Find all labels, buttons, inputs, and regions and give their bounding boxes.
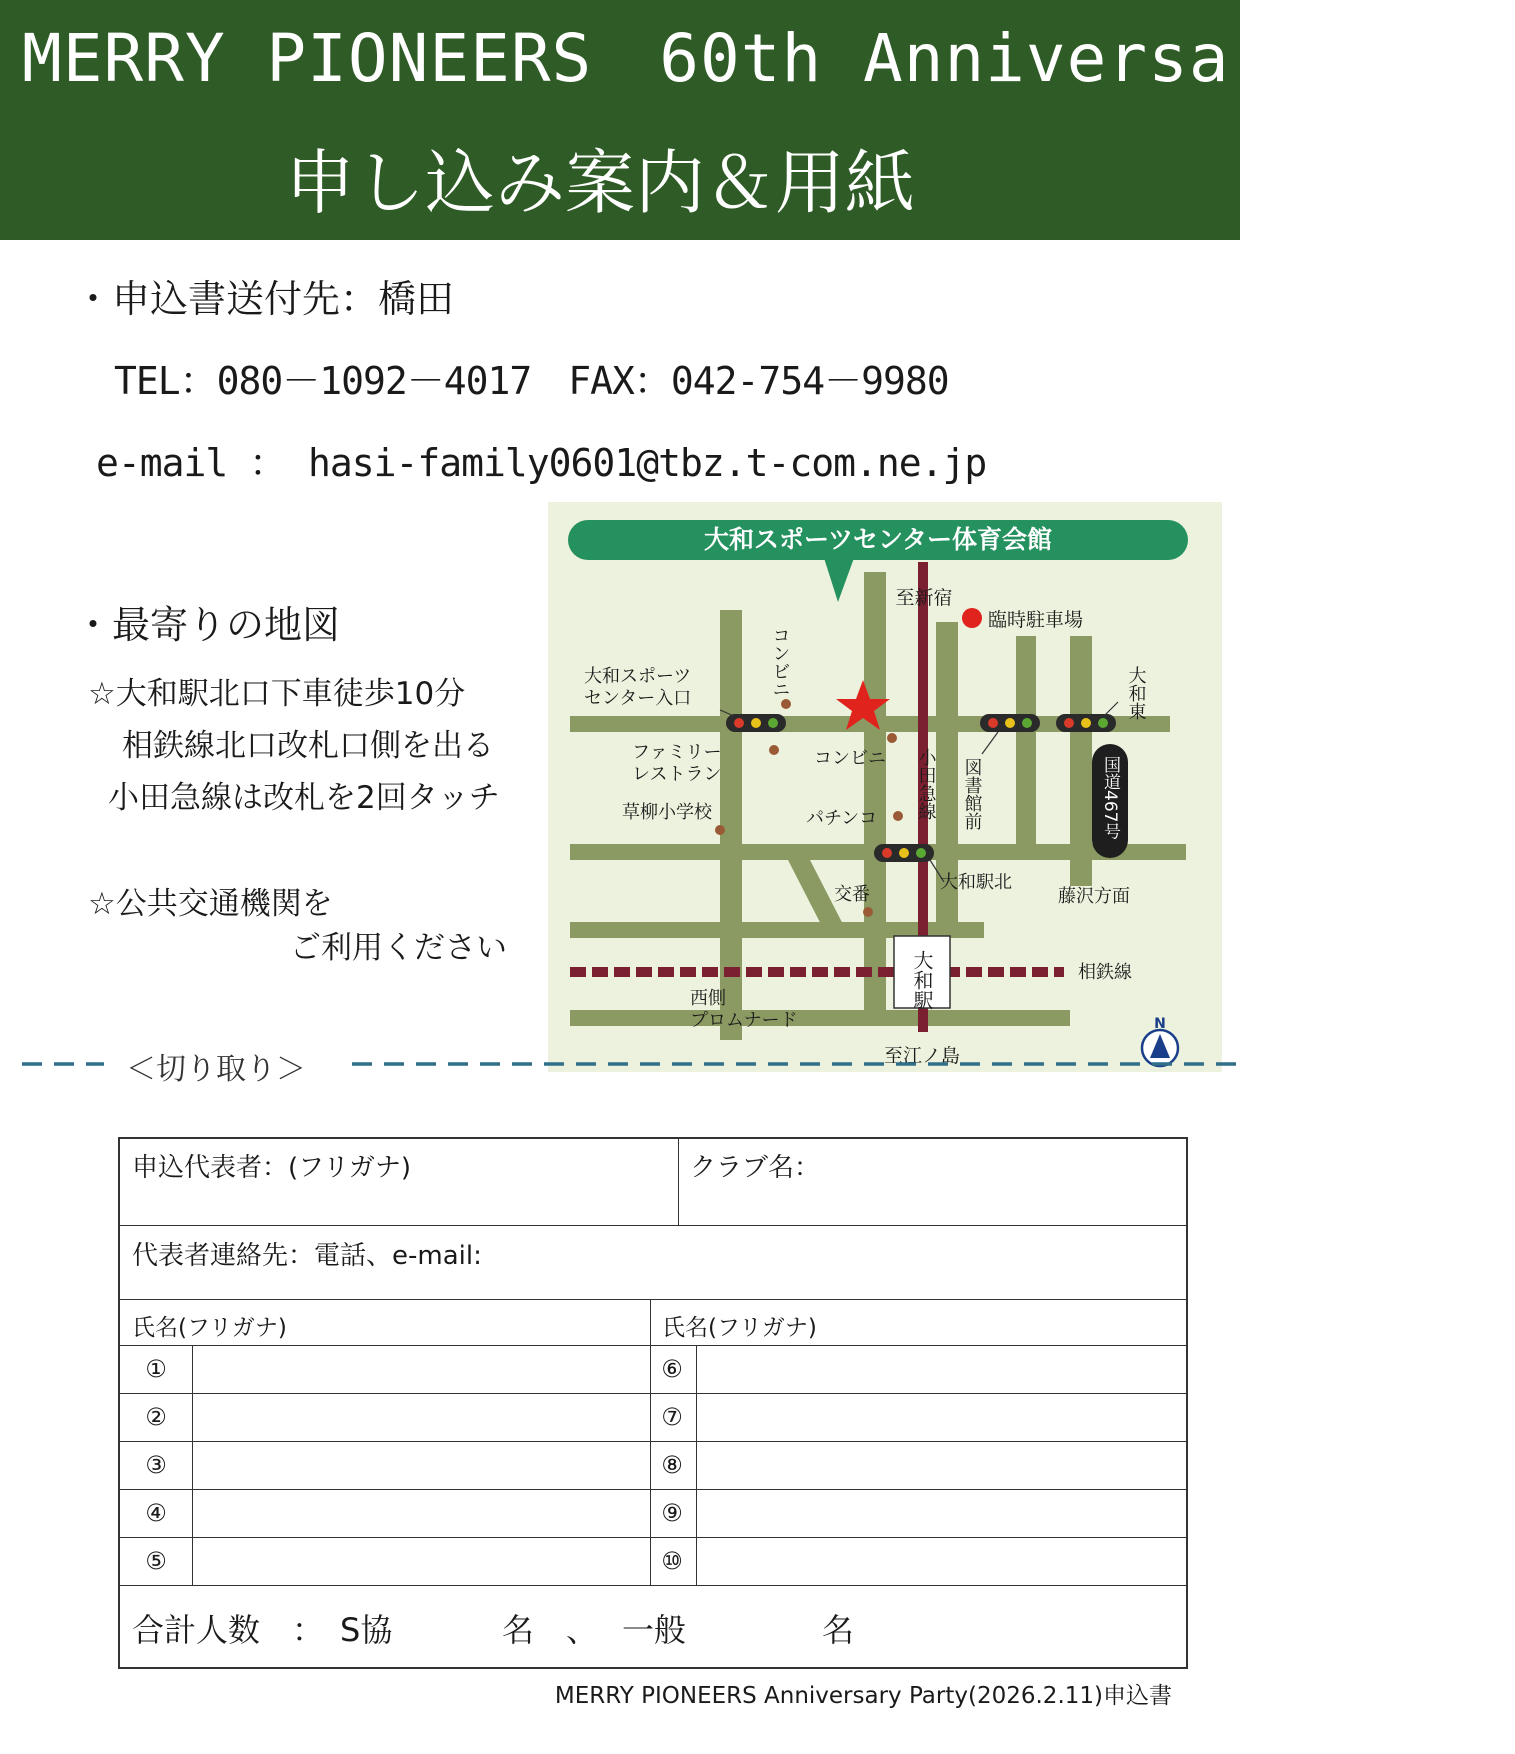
label-pachinko: パチンコ (806, 808, 878, 829)
row-number: ⑦ (661, 1403, 683, 1431)
label-sotetsu: 相鉄線 (1078, 962, 1132, 983)
row-number: ⑨ (661, 1499, 683, 1527)
application-form (118, 1137, 1188, 1669)
label-school: 草柳小学校 (622, 802, 712, 823)
form-footer: MERRY PIONEERS Anniversary Party(2026.2.11)申込書 (554, 1683, 1172, 1709)
road (864, 572, 886, 1022)
map-title: 大和スポーツセンター体育会館 (703, 525, 1053, 554)
club-label: クラブ名： (690, 1153, 821, 1183)
access-map (548, 502, 1222, 1072)
landmark-dot (769, 745, 779, 755)
row-number: ⑤ (145, 1547, 167, 1575)
directions-line-4: ☆公共交通機関を (88, 886, 333, 922)
label-konbini-vertical: コンビニ (769, 626, 791, 698)
directions-line-1: ☆大和駅北口下車徒歩10分 (88, 676, 466, 712)
traffic-light (980, 714, 1040, 732)
leader-line (982, 732, 998, 754)
label-library: 図書館前 (961, 758, 983, 830)
traffic-light (874, 844, 934, 862)
tel-fax: TEL：080－1092－4017 FAX：042-754－9980 (114, 359, 949, 403)
email[interactable]: e-mail ： hasi-family0601@tbz.t-com.ne.jp (96, 441, 987, 485)
row-number: ④ (145, 1499, 167, 1527)
title-line-1: MERRY PIONEERS 60th AnniversaryParty (22, 20, 1515, 97)
label-station: 大和駅 (910, 950, 934, 1010)
send-to: ・申込書送付先：橋田 (74, 277, 455, 321)
label-police: 交番 (834, 884, 870, 905)
landmark-dot (715, 825, 725, 835)
label-north: N (1154, 1016, 1166, 1032)
label-entrance-2: センター入口 (584, 688, 692, 709)
label-promenade-1: 西側 (690, 988, 726, 1009)
title-line-2: 申し込み案内＆用紙 (285, 142, 915, 224)
total-unit-1: 名 、 (502, 1611, 599, 1649)
road (1016, 636, 1036, 846)
label-to-shinjuku: 至新宿 (895, 587, 953, 609)
name-header-right: 氏名(フリガナ) (662, 1315, 817, 1341)
title-banner (0, 0, 1515, 240)
cut-label: ＜切り取り＞ (126, 1052, 306, 1087)
directions-line-5: ご利用ください (290, 930, 507, 966)
label-yamato-north: 大和駅北 (940, 872, 1012, 893)
name-header-left: 氏名(フリガナ) (132, 1315, 287, 1341)
row-number: ⑩ (661, 1547, 683, 1575)
road (1070, 636, 1092, 886)
landmark-dot (781, 699, 791, 709)
contact-label: 代表者連絡先：電話、e-mail: (132, 1241, 482, 1271)
traffic-light (726, 714, 786, 732)
parking-dot (962, 608, 982, 628)
row-number: ③ (145, 1451, 167, 1479)
total-label: 合計人数 ： S協 (132, 1611, 393, 1649)
row-number: ① (145, 1355, 167, 1383)
road (570, 1010, 1070, 1026)
total-unit-2: 名 (822, 1611, 855, 1649)
label-entrance-1: 大和スポーツ (584, 666, 692, 687)
rep-label: 申込代表者：(フリガナ) (132, 1153, 411, 1183)
traffic-light (1056, 714, 1116, 732)
directions-line-2: 相鉄線北口改札口側を出る (122, 728, 494, 764)
directions-line-3: 小田急線は改札を2回タッチ (108, 780, 500, 816)
label-fujisawa: 藤沢方面 (1058, 886, 1130, 907)
label-konbini: コンビニ (814, 748, 886, 769)
row-number: ⑥ (661, 1355, 683, 1383)
map-title-pointer (824, 558, 854, 602)
row-number: ② (145, 1403, 167, 1431)
row-number: ⑧ (661, 1451, 683, 1479)
landmark-dot (863, 907, 873, 917)
map-heading: ・最寄りの地図 (74, 603, 341, 647)
label-route-467: 国道467号 (1100, 756, 1120, 840)
label-promenade-2: プロムナード (690, 1010, 798, 1031)
label-temp-parking: 臨時駐車場 (988, 609, 1084, 631)
landmark-dot (893, 811, 903, 821)
label-to-enoshima: 至江ノ島 (884, 1045, 961, 1067)
label-odakyu: 小田急線 (915, 748, 937, 820)
landmark-dot (887, 733, 897, 743)
label-family-2: レストラン (632, 764, 722, 785)
label-family-1: ファミリー (632, 742, 722, 763)
total-general-label: 一般 (622, 1611, 687, 1649)
label-yamato-east: 大和東 (1125, 666, 1147, 720)
map-graphic (548, 502, 1222, 1072)
leader-line (1104, 702, 1118, 716)
